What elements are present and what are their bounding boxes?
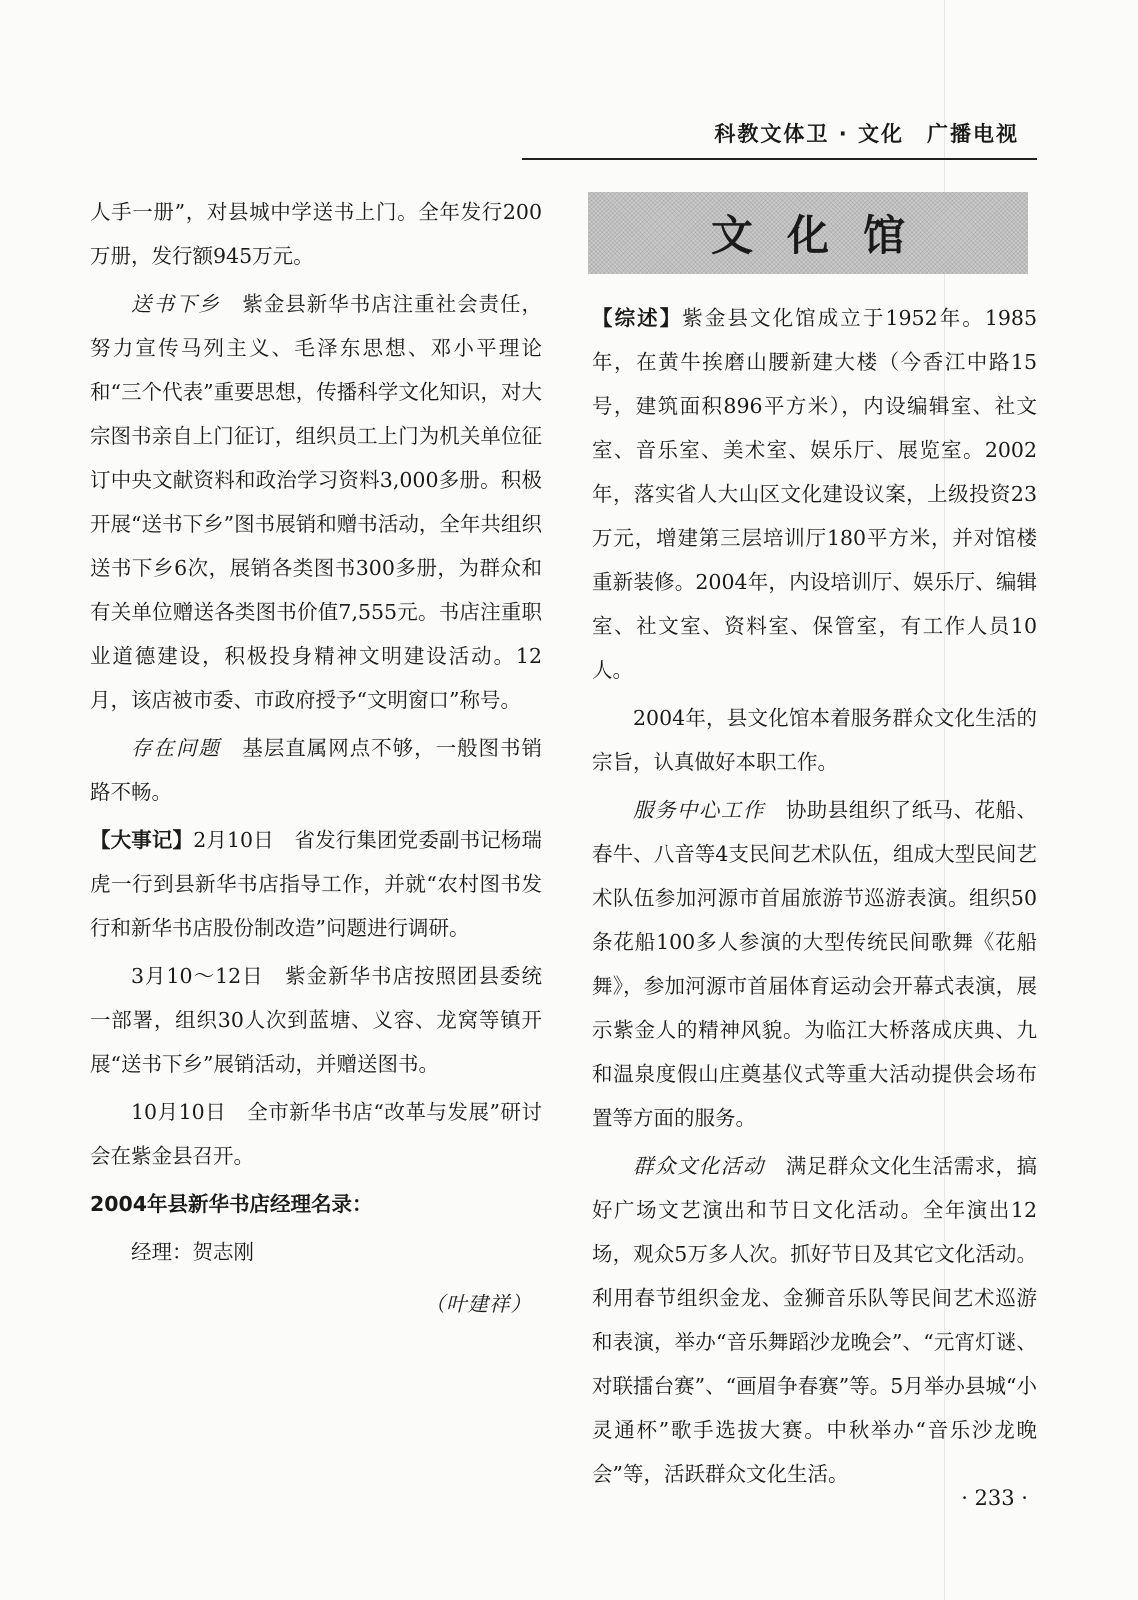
subhead-mass-culture: 群众文化活动 xyxy=(633,1154,765,1178)
right-column xyxy=(592,296,1037,1500)
subhead-problems: 存在问题 xyxy=(131,736,221,760)
right-paragraph-2: 2004年，县文化馆本着服务群众文化生活的宗旨，认真做好本职工作。 xyxy=(592,706,1037,774)
manager-entry: 经理：贺志刚 xyxy=(131,1240,254,1264)
section-events-head: 【大事记】 xyxy=(90,828,194,852)
running-header xyxy=(522,118,1037,160)
left-paragraph-6: 10月10日 全市新华书店“改革与发展”研讨会在紫金县召开。 xyxy=(90,1100,542,1168)
left-paragraph-3 xyxy=(90,726,542,814)
left-column xyxy=(90,190,542,1326)
right-paragraph-1 xyxy=(592,296,1037,692)
right-paragraph-1-text: 紫金县文化馆成立于1952年。1985年，在黄牛挨磨山腰新建大楼（今香江中路15号，建筑面积896平方米），内设编辑室、社文室、音乐室、美术室、娱乐厅、展览室。2002年，落实省人大山区文化建设议案，上级投资23万元，增建第三层培训厅180平方米，并对馆楼重新装修。2004年，内设培训厅、娱乐厅、编辑室、社文室、资料室、保管室，有工作人员10人。 xyxy=(592,306,1038,682)
right-paragraph-4-text: 满足群众文化生活需求，搞好广场文艺演出和节日文化活动。全年演出12场，观众5万多人次。抓好节日及其它文化活动。利用春节组织金龙、金狮音乐队等民间艺术巡游和表演，举办“音乐舞蹈沙龙晚会”、“元宵灯谜、对联擂台赛”、“画眉争春赛”等。5月举办县城“小灵通杯”歌手选拔大赛。中秋举办“音乐沙龙晚会”等，活跃群众文化生活。 xyxy=(592,1154,1038,1486)
right-paragraph-3 xyxy=(592,788,1037,1140)
subhead-service-work: 服务中心工作 xyxy=(633,798,765,822)
right-paragraph-3-text: 协助县组织了纸马、花船、春牛、八音等4支民间艺术队伍，组成大型民间艺术队伍参加河源市首届旅游节巡游表演。组织50条花船100多人参演的大型传统民间歌舞《花船舞》，参加河源市首届体育运动会开幕式表演，展示紫金人的精神风貌。为临江大桥落成庆典、九和温泉度假山庄奠基仪式等重大活动提供会场布置等方面的服务。 xyxy=(592,798,1038,1130)
header-text: 科教文体卫 · 文化 广播电视 xyxy=(714,122,1019,146)
left-paragraph-4-text: 2月10日 省发行集团党委副书记杨瑞虎一行到县新华书店指导工作，并就“农村图书发行和新华书店股份制改造”问题进行调研。 xyxy=(90,828,542,940)
section-title-box xyxy=(588,192,1028,274)
manager-list-heading: 2004年县新华书店经理名录： xyxy=(90,1192,373,1216)
left-paragraph-4 xyxy=(90,818,542,950)
section-title: 文化馆 xyxy=(710,211,939,260)
subhead-song-shu-xia-xiang: 送书下乡 xyxy=(131,292,221,316)
right-paragraph-4 xyxy=(592,1144,1037,1496)
left-paragraph-2-text: 紫金县新华书店注重社会责任，努力宣传马列主义、毛泽东思想、邓小平理论和“三个代表”重要思想，传播科学文化知识，对大宗图书亲自上门征订，组织员工上门为机关单位征订中央文献资料和政治学习资料3,000多册。积极开展“送书下乡”图书展销和赠书活动，全年共组织送书下乡6次，展销各类图书300多册，为群众和有关单位赠送各类图书价值7,555元。书店注重职业道德建设，积极投身精神文明建设活动。12月，该店被市委、市政府授予“文明窗口”称号。 xyxy=(90,292,543,712)
section-overview-head: 【综述】 xyxy=(592,306,683,330)
left-paragraph-1: 人手一册”，对县城中学送书上门。全年发行200万册，发行额945万元。 xyxy=(90,200,542,268)
left-paragraph-3-text: 基层直属网点不够，一般图书销路不畅。 xyxy=(90,736,543,804)
left-paragraph-2 xyxy=(90,282,542,722)
page-number: · 233 · xyxy=(961,1486,1028,1510)
left-paragraph-5: 3月10～12日 紫金新华书店按照团县委统一部署，组织30人次到蓝塘、义容、龙窝等镇开展“送书下乡”展销活动，并赠送图书。 xyxy=(90,964,542,1076)
author-signature: （叶建祥） xyxy=(424,1292,532,1316)
